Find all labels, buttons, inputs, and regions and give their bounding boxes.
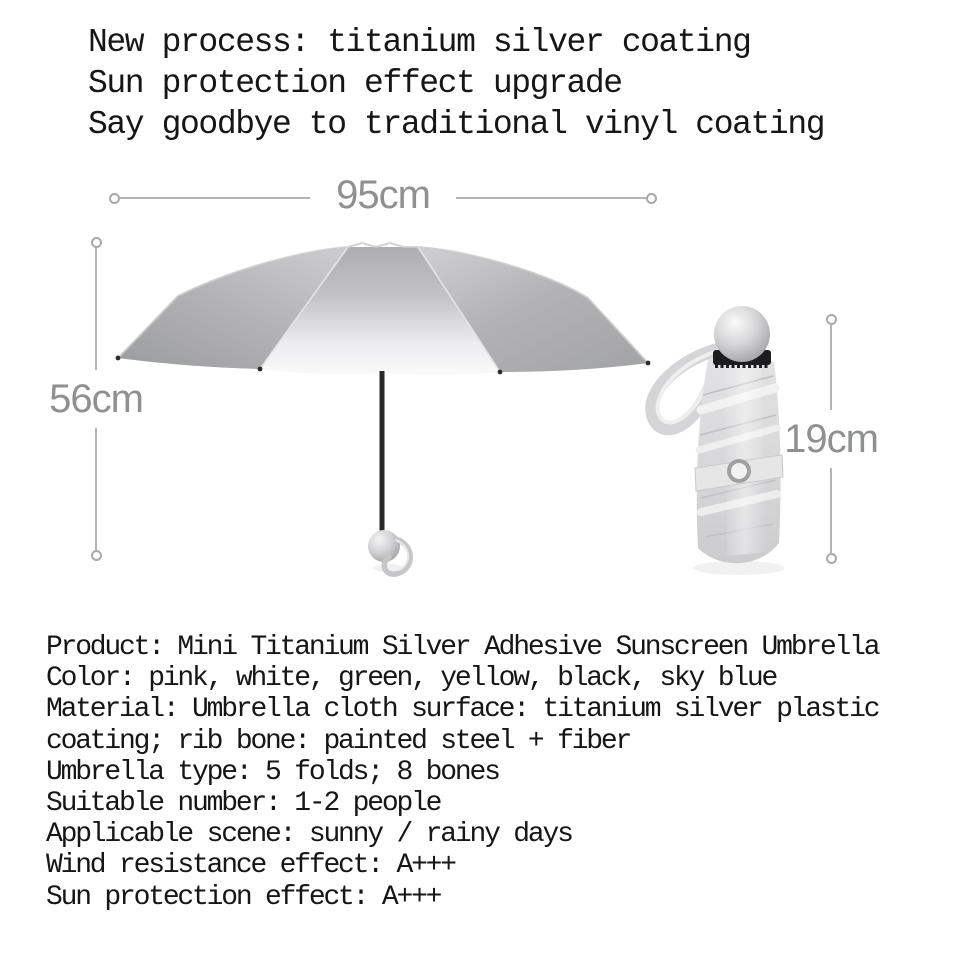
header-line-3: Say goodbye to traditional vinyl coating	[88, 106, 825, 143]
dimension-endpoint-icon	[826, 553, 837, 564]
spec-line-number: Suitable number: 1-2 people	[46, 788, 441, 820]
header-line-1: New process: titanium silver coating	[88, 24, 751, 61]
spec-line-material-cont: coating; rib bone: painted steel + fiber	[46, 725, 631, 757]
open-umbrella-photo	[100, 235, 660, 580]
spec-line-type: Umbrella type: 5 folds; 8 bones	[46, 756, 499, 788]
dimension-line	[95, 428, 97, 550]
folded-umbrella-photo	[635, 300, 805, 578]
dimension-endpoint-icon	[646, 193, 657, 204]
dimension-endpoint-icon	[109, 193, 120, 204]
spec-line-product: Product: Mini Titanium Silver Adhesive Sunscreen Umbrella	[46, 632, 879, 663]
rib-tip	[498, 370, 503, 375]
rib-tip	[258, 367, 263, 372]
header-line-2: Sun protection effect upgrade	[88, 65, 622, 102]
spec-line-color: Color: pink, white, green, yellow, black, sky blue	[46, 663, 777, 695]
cap-dome	[714, 306, 770, 362]
spec-line-sun: Sun protection effect: A+++	[46, 881, 441, 913]
dimension-open-width	[109, 173, 657, 217]
umbrella-shaft	[380, 371, 385, 532]
dimension-line	[120, 197, 310, 199]
dimension-line	[830, 325, 832, 410]
dimension-label-open-height: 56cm	[49, 377, 143, 421]
header-text	[88, 22, 824, 145]
dimension-line	[456, 197, 646, 199]
spec-line-scene: Applicable scene: sunny / rainy days	[46, 819, 572, 851]
dimension-endpoint-icon	[826, 314, 837, 325]
dimension-label-folded-height: 19cm	[784, 417, 878, 461]
spec-line-wind: Wind resistance effect: A+++	[46, 850, 455, 882]
dimension-label-open-width: 95cm	[336, 173, 430, 217]
dimension-line	[830, 468, 832, 553]
rib-tip	[116, 356, 121, 361]
folded-body-sheen	[723, 358, 767, 556]
dimension-line	[95, 248, 97, 370]
spec-line-material: Material: Umbrella cloth surface: titanium silver plastic	[46, 694, 879, 726]
handle-ball	[368, 530, 400, 562]
snap-button	[729, 461, 749, 481]
product-specs	[46, 632, 878, 913]
